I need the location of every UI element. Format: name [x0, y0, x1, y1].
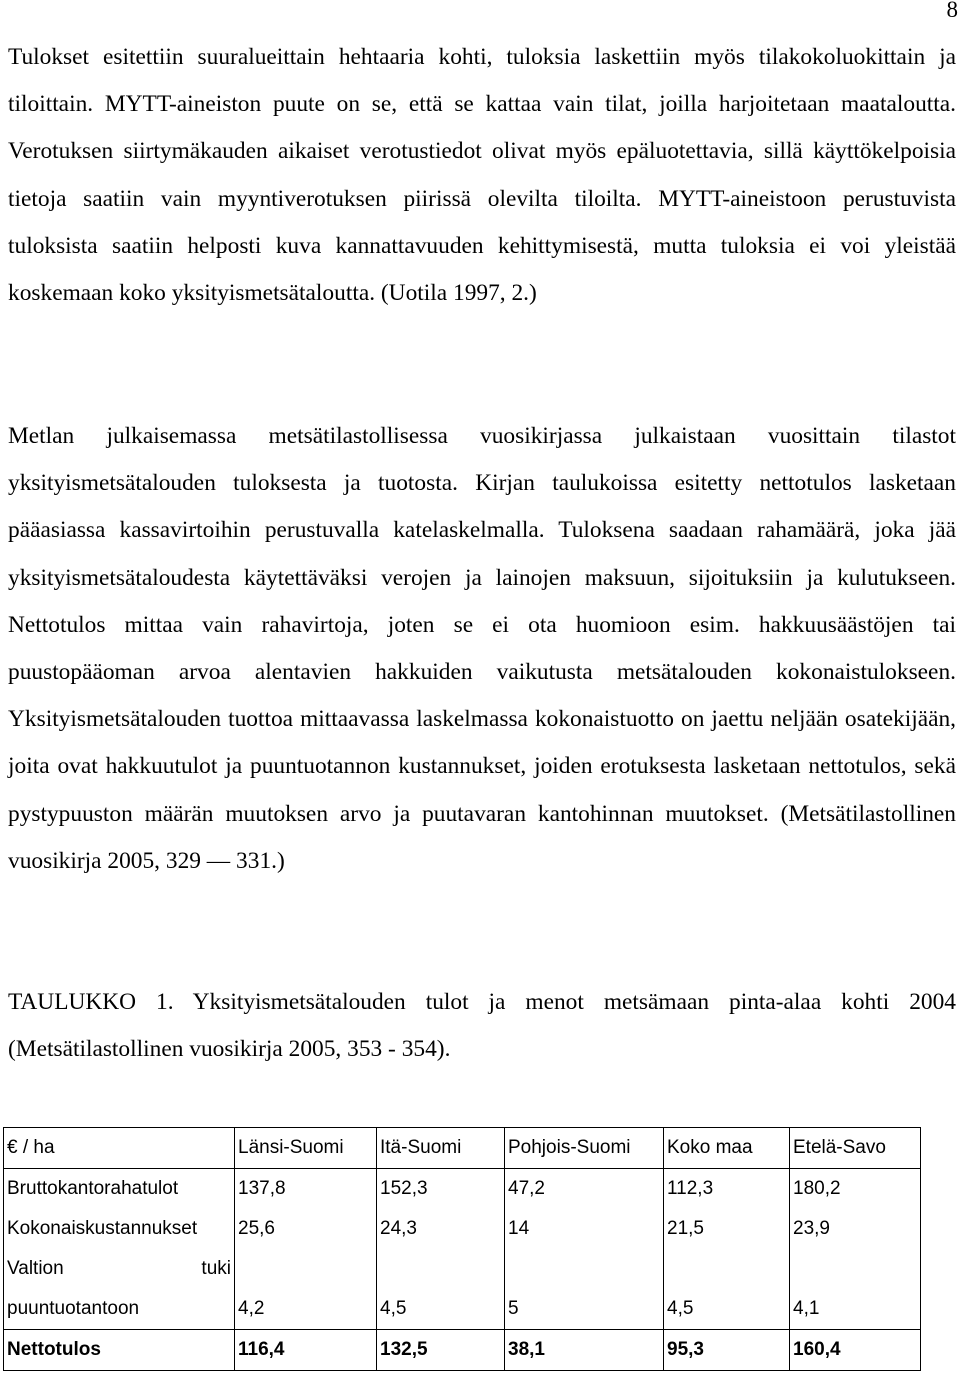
table-cell: 5: [505, 1249, 664, 1330]
header-cell-koko-maa: Koko maa: [664, 1128, 790, 1169]
header-cell-lansi-suomi: Länsi-Suomi: [235, 1128, 377, 1169]
table-cell: 180,2: [790, 1169, 921, 1210]
row-label: [4, 1249, 235, 1330]
row-label-line-2: puuntuotantoon: [7, 1298, 140, 1319]
table-cell: 4,5: [664, 1249, 790, 1330]
table-cell: 4,2: [235, 1249, 377, 1330]
paragraph-2: Metlan julkaisemassa metsätilastollisessa vuosikirjassa julkaistaan vuosittain tilastot yksityismetsätalouden tuloksesta ja tuotosta. Kirjan taulukoissa esitetty nettotulos lasketaan pääasiassa kassavirtoihin perustuvalla katelaskelmalla. Tuloksena saadaan rahamäärä, joka jää yksityismetsätaloudesta käytettäväksi verojen ja lainojen maksuun, sijoituksiin ja kulutukseen. Nettotulos mittaa vain rahavirtoja, joten se ei ota huomioon esim. hakkuusäästöjen tai puustopääoman arvoa alentavien hakkuiden vaikutusta metsätalouden kokonaistulokseen. Yksityismetsätalouden tuottoa mittaavassa laskelmassa kokonaistuotto on jaettu neljään osatekijään, joita ovat hakkuutulot ja puuntuotannon kustannukset, joiden erotuksesta lasketaan nettotulos, sekä pystypuuston määrän muutoksen arvo ja puutavaran kantohinnan muutokset. (Metsätilastollinen vuosikirja 2005, 329 — 331.): [8, 423, 956, 874]
row-label-line-1: Valtion tuki: [7, 1258, 231, 1279]
table-cell: 4,5: [377, 1249, 505, 1330]
table-cell: 23,9: [790, 1209, 921, 1249]
table-cell: 137,8: [235, 1169, 377, 1210]
table-cell: 4,1: [790, 1249, 921, 1330]
table-caption: TAULUKKO 1. Yksityismetsätalouden tulot ja menot metsämaan pinta-alaa kohti 2004 (Metsätilastollinen vuosikirja 2005, 353 - 354).: [8, 989, 956, 1063]
total-cell: 116,4: [235, 1330, 377, 1371]
page-number: 8: [946, 0, 958, 22]
row-label: Kokonaiskustannukset: [4, 1209, 235, 1249]
table-cell: 21,5: [664, 1209, 790, 1249]
table-cell: 47,2: [505, 1169, 664, 1210]
total-label: Nettotulos: [4, 1330, 235, 1371]
table-row: [4, 1209, 921, 1249]
total-cell: 132,5: [377, 1330, 505, 1371]
header-cell-unit: € / ha: [4, 1128, 235, 1169]
table-cell: 25,6: [235, 1209, 377, 1249]
table-cell: 24,3: [377, 1209, 505, 1249]
table-row: [4, 1169, 921, 1210]
row-label: Bruttokantorahatulot: [4, 1169, 235, 1210]
paragraph-1: Tulokset esitettiin suuralueittain hehtaaria kohti, tuloksia laskettiin myös tilakokoluokittain ja tiloittain. MYTT-aineiston puute on se, että se kattaa vain tilat, joilla harjoitetaan maataloutta. Verotuksen siirtymäkauden aikaiset verotustiedot olivat myös epäluotettavia, sillä käyttökelpoisia tietoja saatiin vain myyntiverotuksen piirissä olevilta tiloilta. MYTT-aineistoon perustuvista tuloksista saatiin helposti kuva kannattavuuden kehittymisestä, mutta tuloksia ei voi yleistää koskemaan koko yksityismetsätaloutta. (Uotila 1997, 2.): [8, 44, 956, 307]
total-cell: 160,4: [790, 1330, 921, 1371]
table-cell: 112,3: [664, 1169, 790, 1210]
table-cell: 152,3: [377, 1169, 505, 1210]
table-row: [4, 1249, 921, 1330]
table-total-row: [4, 1330, 921, 1371]
table-header-row: [4, 1128, 921, 1169]
header-cell-ita-suomi: Itä-Suomi: [377, 1128, 505, 1169]
total-cell: 95,3: [664, 1330, 790, 1371]
header-cell-pohjois-suomi: Pohjois-Suomi: [505, 1128, 664, 1169]
data-table: [3, 1127, 921, 1371]
header-cell-etela-savo: Etelä-Savo: [790, 1128, 921, 1169]
total-cell: 38,1: [505, 1330, 664, 1371]
table-cell: 14: [505, 1209, 664, 1249]
